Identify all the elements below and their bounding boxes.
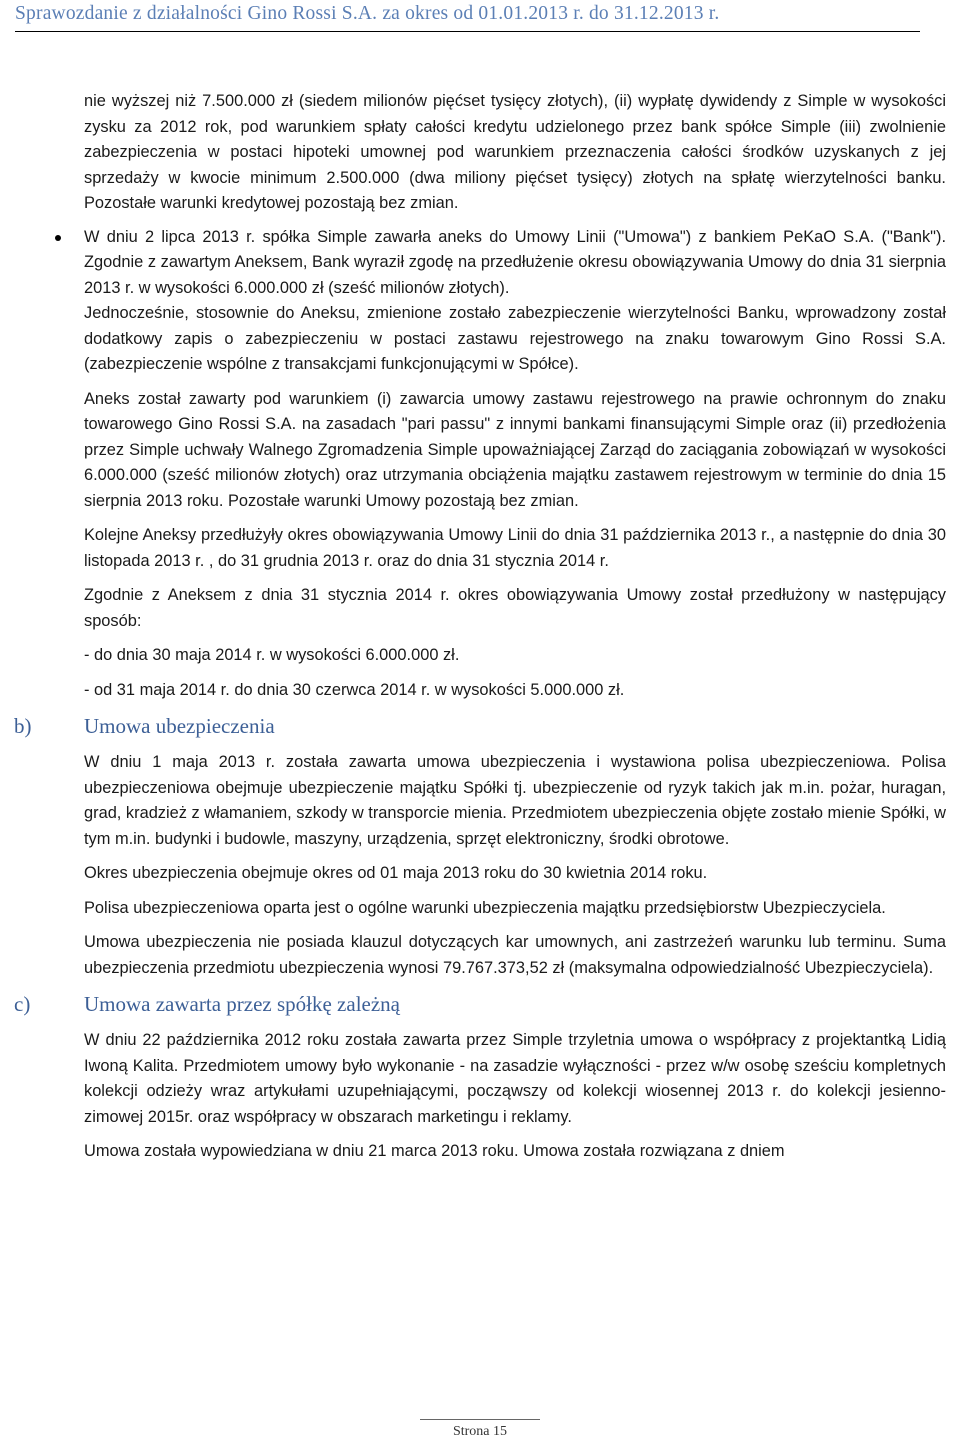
section-c-paragraph-2: Umowa została wypowiedziana w dniu 21 marca 2013 roku. Umowa została rozwiązana z dniem <box>84 1142 785 1160</box>
paragraph-kolejne-aneksy: Kolejne Aneksy przedłużyły okres obowiązywania Umowy Linii do dnia 31 października 2013 r., a następnie do dnia 30 listopada 2013 r. , do 31 grudnia 2013 r. oraz do dnia 31 stycznia 2014 r. <box>84 526 946 570</box>
section-c-letter: c) <box>14 992 31 1016</box>
section-c-paragraph-1: W dniu 22 października 2012 roku została zawarta przez Simple trzyletnia umowa o współpracy z projektantką Lidią Iwoną Kalita. Przedmiotem umowy było wykonanie - na zasadzie wyłączności - przez w/w osobę sześciu kompletnych kolekcji odzieży wraz artykułami uzupełniającymi, począwszy od kolekcji wiosennej 2013 r. do kolekcji jesienno-zimowej 2015r. oraz współpracy w obszarach marketingu i reklamy. <box>84 1031 946 1126</box>
page-footer <box>0 1424 960 1440</box>
list-line-1: - do dnia 30 maja 2014 r. w wysokości 6.000.000 zł. <box>84 646 460 664</box>
section-c-heading <box>14 989 946 1019</box>
section-b-letter: b) <box>14 714 32 738</box>
section-b-heading <box>14 711 946 741</box>
list-line-2: - od 31 maja 2014 r. do dnia 30 czerwca 2014 r. w wysokości 5.000.000 zł. <box>84 680 625 699</box>
bullet-item <box>84 225 946 302</box>
bullet-text: W dniu 2 lipca 2013 r. spółka Simple zawarła aneks do Umowy Linii ("Umowa") z bankiem PeKaO S.A. ("Bank"). Zgodnie z zawartym Aneksem, Bank wyraził zgodę na przedłużenie okresu obowiązywania Umowy do dnia 31 sierpnia 2013 r. w wysokości 6.000.000 zł (sześć milionów złotych). <box>84 227 946 297</box>
section-b-paragraph-2: Okres ubezpieczenia obejmuje okres od 01 maja 2013 roku do 30 kwietnia 2014 roku. <box>84 864 708 882</box>
section-b-paragraph-4: Umowa ubezpieczenia nie posiada klauzul dotyczących kar umownych, ani zastrzeżeń warunku lub terminu. Suma ubezpieczenia przedmiotu ubezpieczenia wynosi 79.767.373,52 zł (maksymalna odpowiedzialność Ubezpieczyciela). <box>84 933 946 977</box>
section-b-paragraph-1: W dniu 1 maja 2013 r. została zawarta umowa ubezpieczenia i wystawiona polisa ubezpieczeniowa. Polisa ubezpieczeniowa obejmuje ubezpieczenie majątku Spółki tj. ubezpieczenie od ryzyk takich jak m.in. pożar, huragan, grad, kradzież z włamaniem, szkody w transporcie mienia. Przedmiotem ubezpieczenia objęte zostało mienie Spółki, w tym m.in. budynki i budowle, maszyny, urządzenia, sprzęt elektroniczny, środki obrotowe. <box>84 753 946 848</box>
section-b-paragraph-3: Polisa ubezpieczeniowa oparta jest o ogólne warunki ubezpieczenia majątku przedsiębiorstw Ubezpieczyciela. <box>84 898 886 917</box>
bullet-dot-icon <box>55 235 61 241</box>
report-header <box>15 3 920 32</box>
paragraph-aneks: Aneks został zawarty pod warunkiem (i) zawarcia umowy zastawu rejestrowego na prawie ochronnym do znaku towarowego Gino Rossi S.A. na zasadach "pari passu" z innymi bankami finansującymi Simple oraz (ii) przedłożenia przez Simple uchwały Walnego Zgromadzenia Simple upoważniającej Zarząd do zaciągania zobowiązań w wysokości 6.000.000 (sześć milionów złotych) oraz utrzymania obciążenia majątku zastawem rejestrowym w terminie do dnia 15 sierpnia 2013 roku. Pozostałe warunki Umowy pozostają bez zmian. <box>84 389 946 510</box>
page-number: Strona 15 <box>452 1424 508 1439</box>
footer-divider <box>420 1419 540 1420</box>
section-b-title: Umowa ubezpieczenia <box>84 714 275 738</box>
paragraph-jednoczesnie: Jednocześnie, stosownie do Aneksu, zmienione zostało zabezpieczenie wierzytelności Banku, wprowadzony został dodatkowy zapis o zabezpieczeniu w postaci zastawu rejestrowego na znaku towarowym Gino Rossi S.A. (zabezpieczenie wspólne z transakcjami funkcjonującymi w Spółce). <box>84 304 946 373</box>
report-header-title: Sprawozdanie z działalności Gino Rossi S.A. za okres od 01.01.2013 r. do 31.12.2013 r. <box>15 3 720 24</box>
paragraph-zgodnie: Zgodnie z Aneksem z dnia 31 stycznia 2014 r. okres obowiązywania Umowy został przedłużony w następujący sposób: <box>84 586 946 630</box>
paragraph-intro: nie wyższej niż 7.500.000 zł (siedem milionów pięćset tysięcy złotych), (ii) wypłatę dywidendy z Simple w wysokości zysku za 2012 rok, pod warunkiem spłaty całości kredytu udzielonego przez bank spółce Simple (iii) zwolnienie zabezpieczenia w postaci hipoteki umownej pod warunkiem przeznaczenia całości środków uzyskanych z jej sprzedaży w kwocie minimum 2.500.000 (dwa miliony pięćset tysięcy) złotych na spłatę wierzytelności banku. Pozostałe warunki kredytowej pozostają bez zmian. <box>84 92 946 212</box>
section-c-title: Umowa zawarta przez spółkę zależną <box>84 992 400 1016</box>
document-body <box>14 89 946 1165</box>
